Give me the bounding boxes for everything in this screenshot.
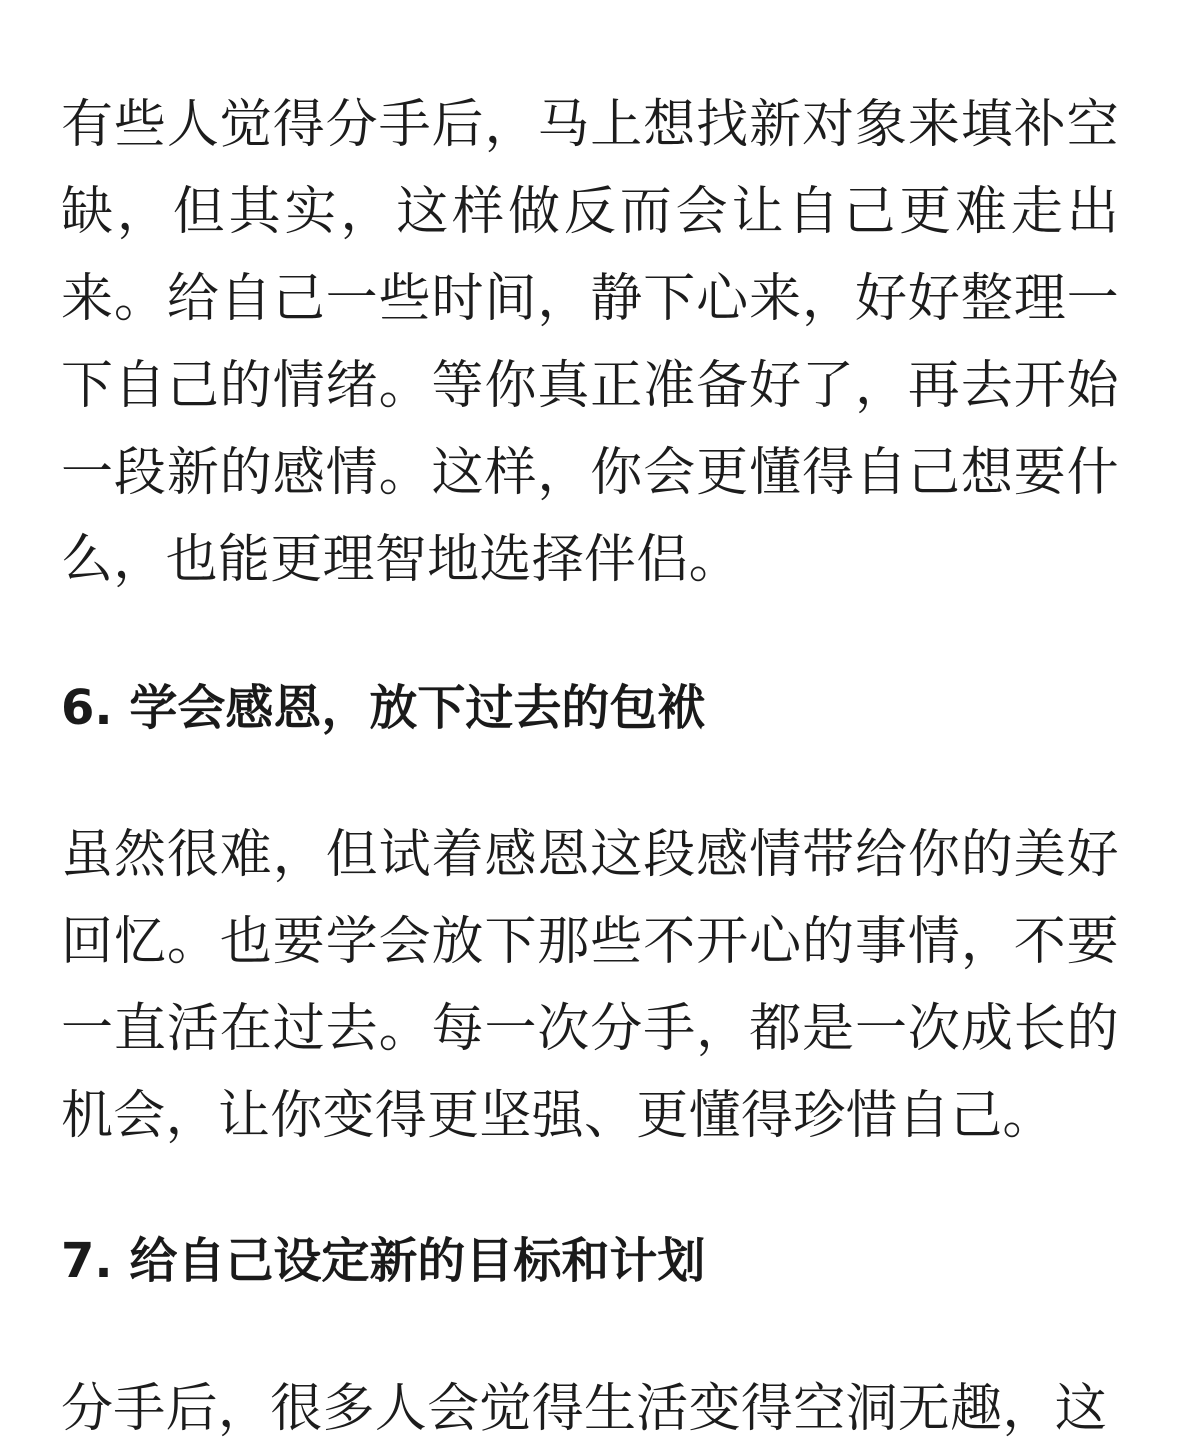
article-paragraph: 虽然很难，但试着感恩这段感情带给你的美好回忆。也要学会放下那些不开心的事情，不要一直活在过去。每一次分手，都是一次成长的机会，让你变得更坚强、更懂得珍惜自己。 xyxy=(61,825,1119,1146)
section-heading: 6. 学会感恩，放下过去的包袱 xyxy=(61,680,706,736)
article-paragraph: 有些人觉得分手后，马上想找新对象来填补空缺，但其实，这样做反而会让自己更难走出来。给自己一些时间，静下心来，好好整理一下自己的情绪。等你真正准备好了，再去开始一段新的感情。这样，你会更懂得自己想要什么，也能更理智地选择伴侣。 xyxy=(61,95,1119,590)
article-paragraph: 分手后，很多人会觉得生活变得空洞无趣，这 xyxy=(61,1379,1108,1439)
section-heading: 7. 给自己设定新的目标和计划 xyxy=(61,1233,706,1289)
